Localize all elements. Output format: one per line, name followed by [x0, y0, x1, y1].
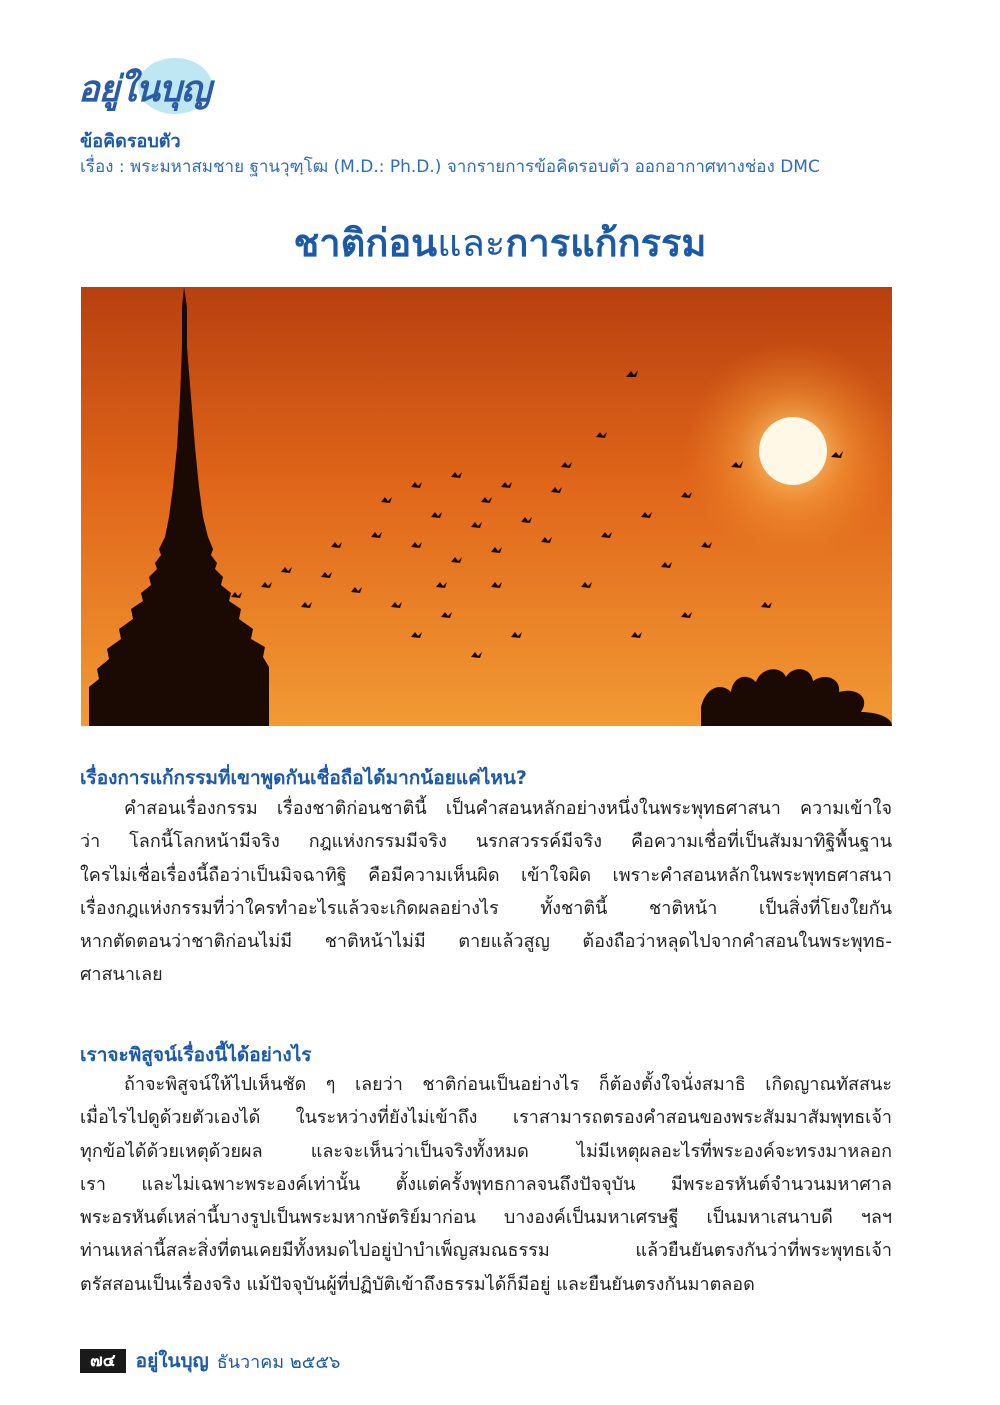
magazine-logo — [78, 56, 228, 116]
title-part-3: การแก้กรรม — [505, 221, 707, 265]
column-name: ข้อคิดรอบตัว — [80, 131, 181, 152]
paragraph-line: ใครไม่เชื่อเรื่องนี้ถือว่าเป็นมิจฉาทิฐิ คือมีความเห็นผิด เข้าใจผิด เพราะคำสอนหลักในพระพุทธศาสนา — [80, 864, 892, 886]
paragraph-line: เรื่องกฎแห่งกรรมที่ว่าใครทำอะไรแล้วจะเกิดผลอย่างไร ทั้งชาตินี้ ชาติหน้า เป็นสิ่งที่โยงใยกัน — [80, 897, 892, 919]
paragraph-line: ตรัสสอนเป็นเรื่องจริง แม้ปัจจุบันผู้ที่ปฏิบัติเข้าถึงธรรมได้ก็มีอยู่ และยืนยันตรงกันมาตลอด — [80, 1273, 755, 1295]
section-2-heading: เราจะพิสูจน์เรื่องนี้ได้อย่างไร — [80, 1044, 312, 1066]
section-1-paragraph — [80, 792, 892, 992]
logo-text: อยู่ในบุญ — [78, 68, 211, 110]
paragraph-line: เรา และไม่เฉพาะพระองค์เท่านั้น ตั้งแต่ครั้งพุทธกาลจนถึงปัจจุบัน มีพระอรหันต์จำนวนมหาศาล — [80, 1173, 892, 1195]
section-1-heading: เรื่องการแก้กรรมที่เขาพูดกันเชื่อถือได้มากน้อยแค่ไหน? — [80, 767, 527, 789]
title-part-1: ชาติก่อน — [293, 221, 438, 265]
paragraph-line: พระอรหันต์เหล่านี้บางรูปเป็นพระมหากษัตริย์มาก่อน บางองค์เป็นมหาเศรษฐี เป็นมหาเสนาบดี ฯลฯ — [80, 1207, 892, 1229]
paragraph-line: ถ้าจะพิสูจน์ให้ไปเห็นชัด ๆ เลยว่า ชาติก่อนเป็นอย่างไร ก็ต้องตั้งใจนั่งสมาธิ เกิดญาณทัสสนะ — [124, 1074, 892, 1095]
byline: เรื่อง : พระมหาสมชาย ฐานวุฑฺโฒ (M.D.: Ph.D.) จากรายการข้อคิดรอบตัว ออกอากาศทางช่อง DMC — [80, 157, 820, 177]
paragraph-line: ท่านเหล่านี้สละสิ่งที่ตนเคยมีทั้งหมดไปอยู่ป่าบำเพ็ญสมณธรรม แล้วยืนยันตรงกันว่าที่พระพุทธเจ้า — [80, 1240, 892, 1262]
footer-issue-date: ธันวาคม ๒๕๕๖ — [216, 1351, 341, 1373]
paragraph-line: คำสอนเรื่องกรรม เรื่องชาติก่อนชาตินี้ เป็นคำสอนหลักอย่างหนึ่งในพระพุทธศาสนา ความเข้าใจ — [124, 798, 892, 819]
sunset-temple-birds-image — [81, 287, 892, 726]
paragraph-line: เมื่อไรไปดูด้วยตัวเองได้ ในระหว่างที่ยังไม่เข้าถึง เราสามารถตรองคำสอนของพระสัมมาสัมพุทธเจ้า — [80, 1107, 892, 1129]
sunset-photo — [81, 287, 892, 726]
page-number: ๗๔ — [80, 1349, 126, 1373]
paragraph-line: หากตัดตอนว่าชาติก่อนไม่มี ชาติหน้าไม่มี ตายแล้วสูญ ต้องถือว่าหลุดไปจากคำสอนในพระพุทธ- — [80, 931, 892, 953]
section-2-paragraph — [80, 1068, 892, 1301]
paragraph-line: ว่า โลกนี้โลกหน้ามีจริง กฎแห่งกรรมมีจริง นรกสวรรค์มีจริง คือความเชื่อที่เป็นสัมมาทิฐิพื้นฐาน — [80, 831, 892, 853]
title-part-2: และ — [437, 221, 506, 265]
article-title — [0, 212, 1000, 273]
paragraph-line: ศาสนาเลย — [80, 964, 163, 986]
page-footer — [80, 1349, 340, 1373]
footer-magazine-name: อยู่ในบุญ — [135, 1350, 209, 1372]
sun-icon — [759, 417, 827, 485]
paragraph-line: ทุกข้อได้ด้วยเหตุด้วยผล และจะเห็นว่าเป็นจริงทั้งหมด ไม่มีเหตุผลอะไรที่พระองค์จะทรงมาหลอก — [80, 1140, 892, 1162]
